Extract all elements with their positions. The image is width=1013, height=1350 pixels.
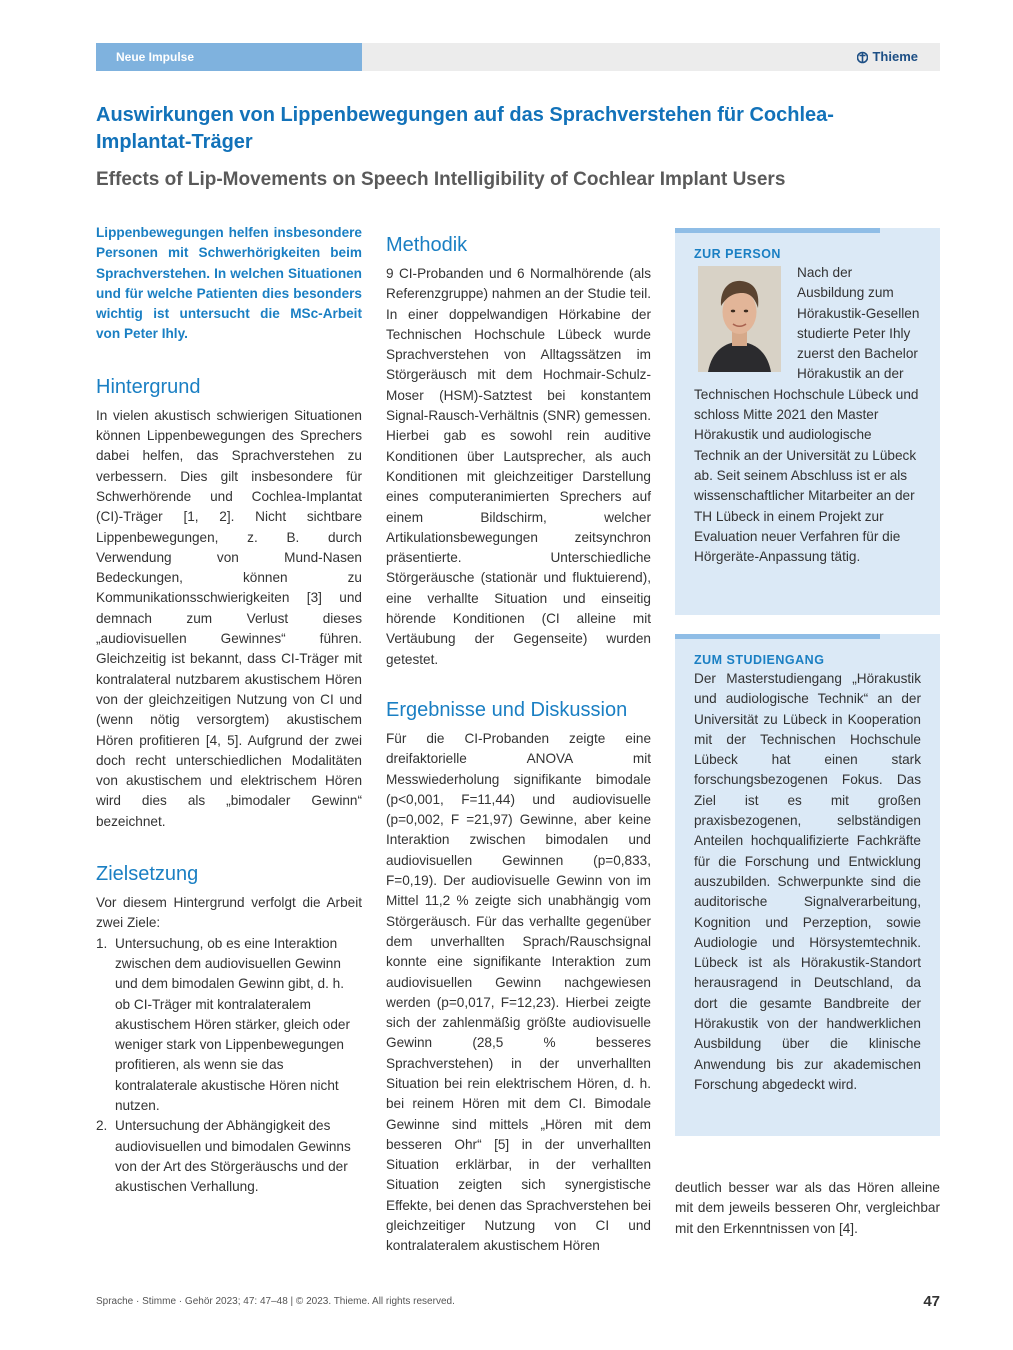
page-number: 47 [923,1293,940,1310]
list-item-number: 2. [96,1118,108,1134]
paragraph-ergebnisse-continuation: deutlich besser war als das Hören alleine mit dem jeweils besseren Ohr, vergleichbar mit den Erkenntnissen von [4]. [675,1180,940,1236]
publisher-logo [857,43,918,71]
article-title-german: Auswirkungen von Lippenbewegungen auf das Sprachverstehen für Cochlea-Implantat-Träger [96,104,834,153]
zur-person-text: Nach der Ausbildung zum Hörakustik-Gesellen studierte Peter Ihly zuerst den Bachelor Hörakustik an der Technischen Hochschule Lübeck und schloss Mitte 2021 den Master Hörakustik und audiologische Technik an der Universität zu Lübeck ab. Seit seinem Abschluss ist er als wissenschaftlicher Mitarbeiter an der TH Lübeck in einem Projekt zur Evaluation neuer Verfahren für die Hörgeräte-Anpassung tätig. [694,265,920,565]
list-item [96,1116,362,1197]
list-item-text: Untersuchung der Abhängigkeit des audiovisuellen und bimodalen Gewinns von der Art des Störgeräuschs und der akustischen Verhallung. [115,1118,351,1195]
box-accent-bar [675,228,880,233]
footer-citation: Sprache · Stimme · Gehör 2023; 47: 47–48 | © 2023. Thieme. All rights reserved. [96,1296,455,1307]
lead-paragraph: Lippenbewegungen helfen insbesondere Personen mit Schwerhörigkeiten beim Sprachverstehen. In welchen Situationen und für welche Patienten dies besonders wichtig ist untersucht die MSc-Arbeit von Peter Ihly. [96,225,362,342]
heading-ergebnisse: Ergebnisse und Diskussion [386,698,628,721]
heading-zielsetzung: Zielsetzung [96,863,199,886]
zur-person-box [675,228,940,615]
heading-methodik: Methodik [386,234,468,256]
publisher-name: Thieme [872,49,918,64]
section-tag: Neue Impulse [96,43,362,71]
paragraph-hintergrund: In vielen akustisch schwierigen Situationen können Lippenbewegungen des Sprechers dabei helfen, das Sprachverstehen zu verbessern. Dies gilt insbesondere für Schwerhörende und Cochlea-Implantat (CI)-Träger [1, 2]. Nicht sichtbare Lippenbewegungen, z. B. durch Verwendung von Mund-Nasen Bedeckungen, können zu Kommunikationsschwierigkeiten [3] und demnach zum Verlust dieses „audiovisuellen Gewinnes“ führen. Gleichzeitig ist bekannt, dass CI-Träger mit kontralateral nutzbarem akustischem Hören von der gleichzeitigen Nutzung von CI und (wenn nötig versorgtem) akustischem Hören profitieren [4, 5]. Aufgrund der zwei doch recht unterschiedlichen Modalitäten von akustischem und elektrischem Hören wird dies als „bimodaler Gewinn“ bezeichnet. [96,407,362,829]
paragraph-methodik: 9 CI-Probanden und 6 Normalhörende (als Referenzgruppe) nahmen an der Studie teil. In einer doppelwandigen Hörkabine der Technischen Hochschule Lübeck wurde Sprachverstehen von Alltagssätzen im Störgeräusch mit dem Hochmair-Schulz-Moser (HSM)-Satztest bei konstantem Signal-Rausch-Verhältnis (SNR) gemessen. Hierbei gab es sowohl rein auditive Konditionen über Lautsprecher, als auch Konditionen mit gleichzeitiger Darstellung eines computeranimierten Sprechers auf einem Bildschirm, welcher Artikulationsbewegungen zeitsynchron präsentierte. Unterschiedliche Störgeräusche (stationär und fluktuierend), eine verhallte Situation und einseitig hörende Konditionen (CI alleine mit Vertäubung der Gegenseite) wurden getestet. [386,266,651,667]
paragraph-zielsetzung-intro: Vor diesem Hintergrund verfolgt die Arbeit zwei Ziele: [96,895,362,931]
column-left [96,223,362,1197]
paragraph-ergebnisse: Für die CI-Probanden zeigte eine dreifaktorielle ANOVA mit Messwiederholung signifikante bimodale (p<0,001, F=11,44) und audiovisuelle (p=0,002, F =21,97) Gewinne, aber keine Interaktion zwischen bimodalen und audiovisuellen Gewinnen (p=0,833, F=0,19). Der audiovisuelle Gewinn von im Mittel 11,2 % zeigte sich unabhängig vom Störgeräusch. Für das verhallte gegenüber dem unverhallten Sprach/Rauschsignal konnte eine signifikante Interaktion zum audiovisuellen Gewinn nachgewiesen werden (p=0,017, F=12,23). Hierbei zeigte sich der zahlenmäßig größte audiovisuelle Gewinn (28,5 % besseres Sprachverstehen) in der unverhallten Situation bei rein elektrischem Hören, d. h. bei reinem Hören mit dem CI. Bimodale Gewinne sind mittels „Hören mit dem besseren Ohr“ [5] in der unverhallten Situation erklärbar, in der verhallten Situation zeigten sich synergistische Effekte, bei denen das Sprachverstehen bei gleichzeitiger Nutzung von CI und kontralateralem akustischem Hören [386,730,651,1254]
article-title-english: Effects of Lip-Movements on Speech Intelligibility of Cochlear Implant Users [96,169,786,190]
zum-studiengang-text: Der Masterstudiengang „Hörakustik und audiologische Technik“ an der Universität zu Lübeck in Kooperation mit der Technischen Hochschule Lübeck hat einen stark forschungsbezogenen Fokus. Das Ziel ist es mit großen praxisbezogenen, selbständigen Anteilen hochqualifizierte Fachkräfte für die Forschung und Entwicklung auszubilden. Schwerpunkte sind die auditorische Signalverarbeitung, Kognition und Perzeption, sowie Audiologie und Hörsystemtechnik. Lübeck ist als Hörakustik-Standort herausragend in Deutschland, da dort die gesamte Bandbreite der Hörakustik von der handwerklichen Ausbildung über die klinische Anwendung bis zur akademischen Forschung abgedeckt wird. [694,671,921,1092]
box-accent-bar [675,634,880,639]
zum-studiengang-heading: ZUM STUDIENGANG [694,653,825,667]
column-middle [386,228,651,1257]
zur-person-heading: ZUR PERSON [694,247,781,261]
heading-hintergrund: Hintergrund [96,375,201,398]
goals-list [96,934,362,1198]
running-header [96,43,940,71]
list-item [96,934,362,1117]
zum-studiengang-box [675,634,940,1136]
column-right-continuation [675,1178,940,1239]
list-item-text: Untersuchung, ob es eine Interaktion zwischen dem audiovisuellen Gewinn und dem bimodalen Gewinn gibt, d. h. ob CI-Träger mit kontralateralem akustischem Hören stärker, gleich oder weniger stark von Lippenbewegungen profitieren, als wenn sie das kontralaterale akustische Hören nicht nutzen. [115,935,350,1113]
author-portrait [698,266,781,372]
thieme-logo-icon [857,51,868,64]
list-item-number: 1. [96,935,108,951]
